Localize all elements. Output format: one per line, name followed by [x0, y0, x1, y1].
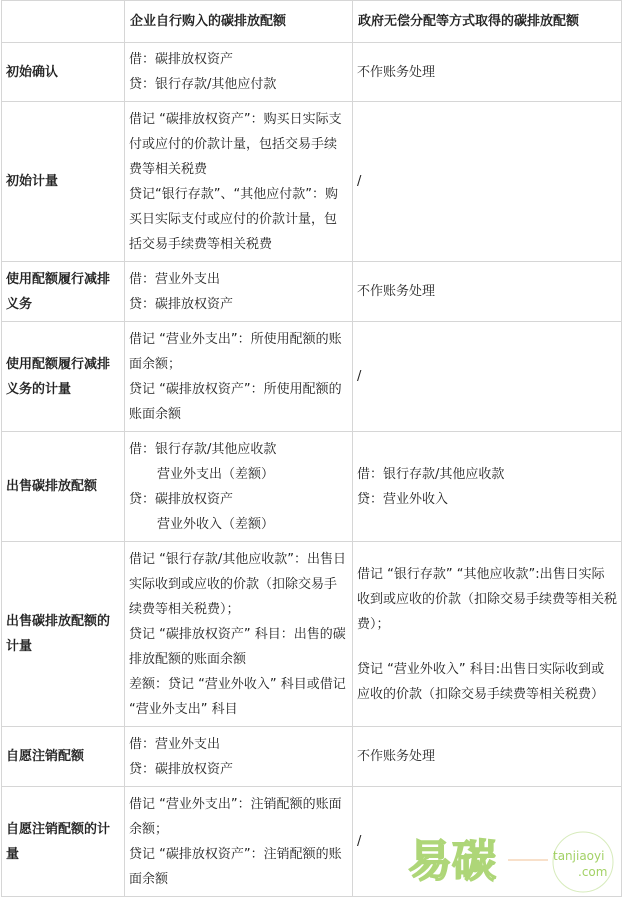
accounting-table: [1, 0, 622, 897]
entry-line: 贷记 “碳排放权资产”：注销配额的账面余额: [129, 846, 342, 887]
header-government-allocated: 政府无偿分配等方式取得的碳排放配额: [353, 1, 622, 43]
entry-cell: [125, 432, 353, 542]
entry-cell: /: [353, 102, 622, 262]
entry-line: 借记 “银行存款” “其他应收款”:出售日实际收到或应收的价款（扣除交易手续费等相关税费）；: [357, 566, 618, 632]
entry-line: 贷：碳排放权资产: [129, 761, 234, 777]
row-title: 出售碳排放配额的计量: [2, 542, 125, 727]
entry-line: 借：银行存款/其他应收款: [129, 441, 277, 457]
entry-line: 借：碳排放权资产: [129, 52, 234, 67]
entry-cell: [353, 542, 622, 727]
watermark-tld: .com: [578, 865, 608, 879]
row-title: 出售碳排放配额: [2, 432, 125, 542]
row-title: 使用配额履行减排义务的计量: [2, 322, 125, 432]
watermark-brand: 易碳: [408, 836, 496, 887]
entry-line: 借记 “碳排放权资产”：购买日实际支付或应付的价款计量，包括交易手续费等相关税费: [129, 111, 342, 177]
entry-line: 借：营业外支出: [129, 736, 221, 752]
spacer: [357, 637, 617, 657]
row-title: 使用配额履行减排义务: [2, 262, 125, 322]
entry-cell: [125, 727, 353, 787]
row-title: 自愿注销配额的计量: [2, 787, 125, 897]
entry-cell: 不作账务处理: [353, 727, 622, 787]
table-row: [2, 43, 622, 102]
entry-cell: /: [353, 787, 622, 897]
entry-line: 借记 “银行存款/其他应收款”：出售日实际收到或应收的价款（扣除交易手续费等相关税费）；: [129, 551, 346, 617]
table-row: [2, 727, 622, 787]
entry-line: 贷记“银行存款”、“其他应付款”：购买日实际支付或应付的价款计量，包括交易手续费等相关税费: [129, 186, 338, 252]
entry-cell: [125, 262, 353, 322]
header-blank: [2, 1, 125, 43]
entry-line: 贷：碳排放权资产: [129, 491, 234, 507]
entry-cell: [125, 542, 353, 727]
entry-line: 贷：营业外收入: [357, 491, 449, 507]
row-title: 初始计量: [2, 102, 125, 262]
entry-line: 营业外收入（差额）: [157, 516, 275, 532]
entry-cell: [125, 102, 353, 262]
row-title: 初始确认: [2, 43, 125, 102]
watermark-domain: tanjiaoyi: [553, 849, 605, 863]
entry-line: 贷记 “营业外收入” 科目:出售日实际收到或应收的价款（扣除交易手续费等相关税费）: [357, 661, 605, 702]
entry-line: 借记 “营业外支出”：注销配额的账面余额；: [129, 796, 342, 837]
table-row: [2, 322, 622, 432]
table-row: [2, 432, 622, 542]
entry-cell: 不作账务处理: [353, 43, 622, 102]
entry-cell: [125, 787, 353, 897]
table-row: [2, 542, 622, 727]
entry-cell: 不作账务处理: [353, 262, 622, 322]
row-title: 自愿注销配额: [2, 727, 125, 787]
header-self-purchased: 企业自行购入的碳排放配额: [125, 1, 353, 43]
tanjiaoyi-watermark-logo: [408, 824, 624, 894]
entry-cell: [353, 432, 622, 542]
entry-cell: [125, 322, 353, 432]
entry-line: 营业外支出（差额）: [157, 466, 275, 482]
table-header-row: [2, 1, 622, 43]
entry-line: 贷记 “碳排放权资产” 科目：出售的碳排放配额的账面余额: [129, 626, 346, 667]
entry-line: 贷记 “碳排放权资产”：所使用配额的账面余额: [129, 381, 342, 422]
entry-line: 贷：碳排放权资产: [129, 296, 234, 312]
entry-line: 差额：贷记 “营业外收入” 科目或借记 “营业外支出” 科目: [129, 676, 346, 717]
entry-cell: [125, 43, 353, 102]
entry-cell: /: [353, 322, 622, 432]
table-row: [2, 262, 622, 322]
entry-line: 借记 “营业外支出”：所使用配额的账面余额；: [129, 331, 342, 372]
entry-line: 借：营业外支出: [129, 271, 221, 287]
table-row: [2, 102, 622, 262]
entry-line: 借：银行存款/其他应收款: [357, 466, 505, 482]
entry-line: 贷：银行存款/其他应付款: [129, 77, 277, 92]
